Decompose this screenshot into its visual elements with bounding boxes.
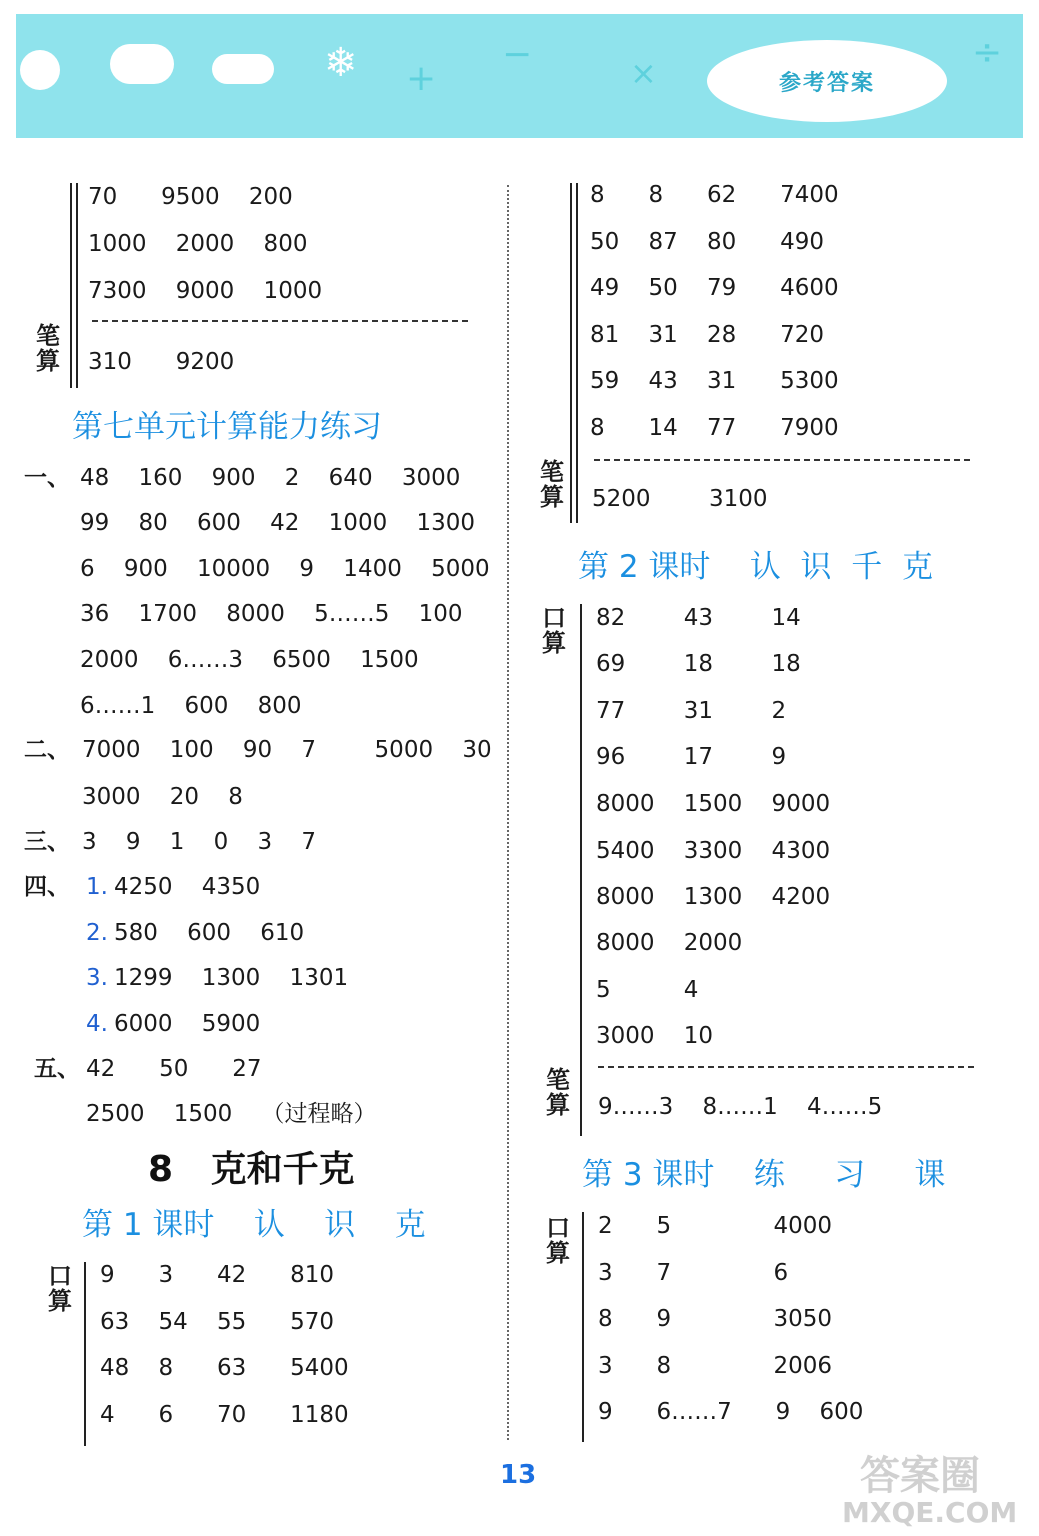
lesson3-title: 第 3 课时 练 习 课 bbox=[582, 1157, 946, 1193]
oral-calc-label: 口算 bbox=[48, 1262, 72, 1316]
answer-row: 96 17 9 bbox=[596, 744, 787, 770]
written-result: 310 9200 bbox=[88, 349, 235, 375]
page-number: 13 bbox=[500, 1460, 537, 1490]
answer-row: 69 18 18 bbox=[596, 651, 801, 677]
snowflake-icon: ❄ bbox=[324, 40, 358, 86]
answer-row: 2000 6……3 6500 1500 bbox=[80, 647, 419, 673]
minus-icon: − bbox=[502, 34, 533, 75]
answer-row: 3000 10 bbox=[596, 1023, 714, 1049]
answer-row: 9 3 42 810 bbox=[100, 1262, 335, 1288]
answer-row: 6……1 600 800 bbox=[80, 693, 302, 719]
answer-row: 50 87 80 490 bbox=[590, 229, 825, 255]
answer-row: 3 9 1 0 3 7 bbox=[82, 829, 317, 855]
answer-row: 3 7 6 bbox=[598, 1260, 789, 1286]
answer-row: 42 50 27 bbox=[86, 1056, 262, 1082]
right-top-bar-inner bbox=[576, 183, 578, 523]
lesson2-title: 第 2 课时 认 识 千 克 bbox=[578, 549, 933, 585]
dashed-separator bbox=[598, 1066, 974, 1068]
plus-icon: + bbox=[406, 58, 437, 99]
section-label: 一、 bbox=[24, 465, 70, 491]
answer-row: 99 80 600 42 1000 1300 bbox=[80, 510, 475, 536]
sun-icon bbox=[20, 50, 60, 90]
answer-row: 2 5 4000 bbox=[598, 1213, 833, 1239]
answer-row: 8000 1500 9000 bbox=[596, 791, 831, 817]
answer-row: 63 54 55 570 bbox=[100, 1309, 335, 1335]
answer-row: 7000 100 90 7 5000 30 bbox=[82, 737, 492, 763]
section-label: 五、 bbox=[34, 1056, 80, 1082]
answer-row: 3000 20 8 bbox=[82, 784, 243, 810]
written-result: 9……3 8……1 4……5 bbox=[598, 1094, 883, 1120]
answer-row: 5 4 bbox=[596, 977, 699, 1003]
lesson2-bar bbox=[580, 604, 582, 1136]
answer-row: 4 6 70 1180 bbox=[100, 1402, 349, 1428]
answer-row: 36 1700 8000 5……5 100 bbox=[80, 601, 463, 627]
left-top-row: 1000 2000 800 bbox=[88, 231, 308, 257]
answer-row: 49 50 79 4600 bbox=[590, 275, 839, 301]
snow-cloud-icon bbox=[212, 54, 274, 84]
answer-row: 2500 1500 （过程略） bbox=[86, 1101, 377, 1127]
section-label: 四、 bbox=[24, 874, 70, 900]
answer-row: 8000 2000 bbox=[596, 930, 743, 956]
lesson3-bar bbox=[582, 1212, 584, 1442]
answer-row: 8 14 77 7900 bbox=[590, 415, 839, 441]
answer-row: 4250 4350 bbox=[114, 874, 261, 900]
section-label: 三、 bbox=[24, 829, 70, 855]
lesson1-title: 第 1 课时 认 识 克 bbox=[82, 1207, 426, 1243]
divide-icon: ÷ bbox=[972, 32, 1003, 73]
answer-row: 48 160 900 2 640 3000 bbox=[80, 465, 461, 491]
answer-row: 77 31 2 bbox=[596, 698, 787, 724]
right-top-bar bbox=[570, 183, 572, 523]
answer-row: 6000 5900 bbox=[114, 1011, 261, 1037]
oral-calc-label: 口算 bbox=[546, 1214, 570, 1268]
oral-calc-label: 口算 bbox=[542, 604, 566, 658]
answer-row: 59 43 31 5300 bbox=[590, 368, 839, 394]
item-number: 2. bbox=[86, 920, 108, 946]
written-calc-label: 笔算 bbox=[540, 458, 564, 512]
written-result: 5200 3100 bbox=[592, 486, 768, 512]
answer-row: 3 8 2006 bbox=[598, 1353, 833, 1379]
item-number: 1. bbox=[86, 874, 108, 900]
cloud-icon bbox=[110, 44, 174, 84]
written-calc-label: 笔算 bbox=[546, 1066, 570, 1120]
times-icon: × bbox=[630, 54, 657, 92]
left-top-row: 70 9500 200 bbox=[88, 184, 293, 210]
answer-row: 48 8 63 5400 bbox=[100, 1355, 349, 1381]
section-label: 二、 bbox=[24, 737, 70, 763]
answer-row: 82 43 14 bbox=[596, 605, 801, 631]
answer-row: 6 900 10000 9 1400 5000 bbox=[80, 556, 490, 582]
answer-row: 1299 1300 1301 bbox=[114, 965, 349, 991]
item-number: 4. bbox=[86, 1011, 108, 1037]
item-number: 3. bbox=[86, 965, 108, 991]
column-divider bbox=[507, 185, 509, 1440]
watermark-logo: 答案圈 bbox=[860, 1453, 980, 1499]
left-top-row: 7300 9000 1000 bbox=[88, 278, 323, 304]
answer-row: 9 6……7 9 600 bbox=[598, 1399, 864, 1425]
answer-row: 8 9 3050 bbox=[598, 1306, 833, 1332]
answer-row: 8 8 62 7400 bbox=[590, 182, 839, 208]
answer-row: 5400 3300 4300 bbox=[596, 838, 831, 864]
lesson1-bar bbox=[84, 1262, 86, 1446]
written-calc-label: 笔算 bbox=[36, 322, 60, 376]
left-top-bar bbox=[70, 183, 72, 388]
answer-row: 580 600 610 bbox=[114, 920, 305, 946]
dashed-separator bbox=[92, 320, 468, 322]
answer-row: 8000 1300 4200 bbox=[596, 884, 831, 910]
dashed-separator bbox=[594, 459, 970, 461]
left-top-bar-inner bbox=[76, 183, 78, 388]
chapter-title: 8 克和千克 bbox=[148, 1149, 355, 1190]
watermark-url: MXQE.COM bbox=[842, 1496, 1018, 1529]
answer-row: 81 31 28 720 bbox=[590, 322, 825, 348]
answer-badge-text: 参考答案 bbox=[778, 70, 875, 96]
answer-badge bbox=[707, 40, 947, 122]
unit7-title: 第七单元计算能力练习 bbox=[72, 409, 382, 445]
